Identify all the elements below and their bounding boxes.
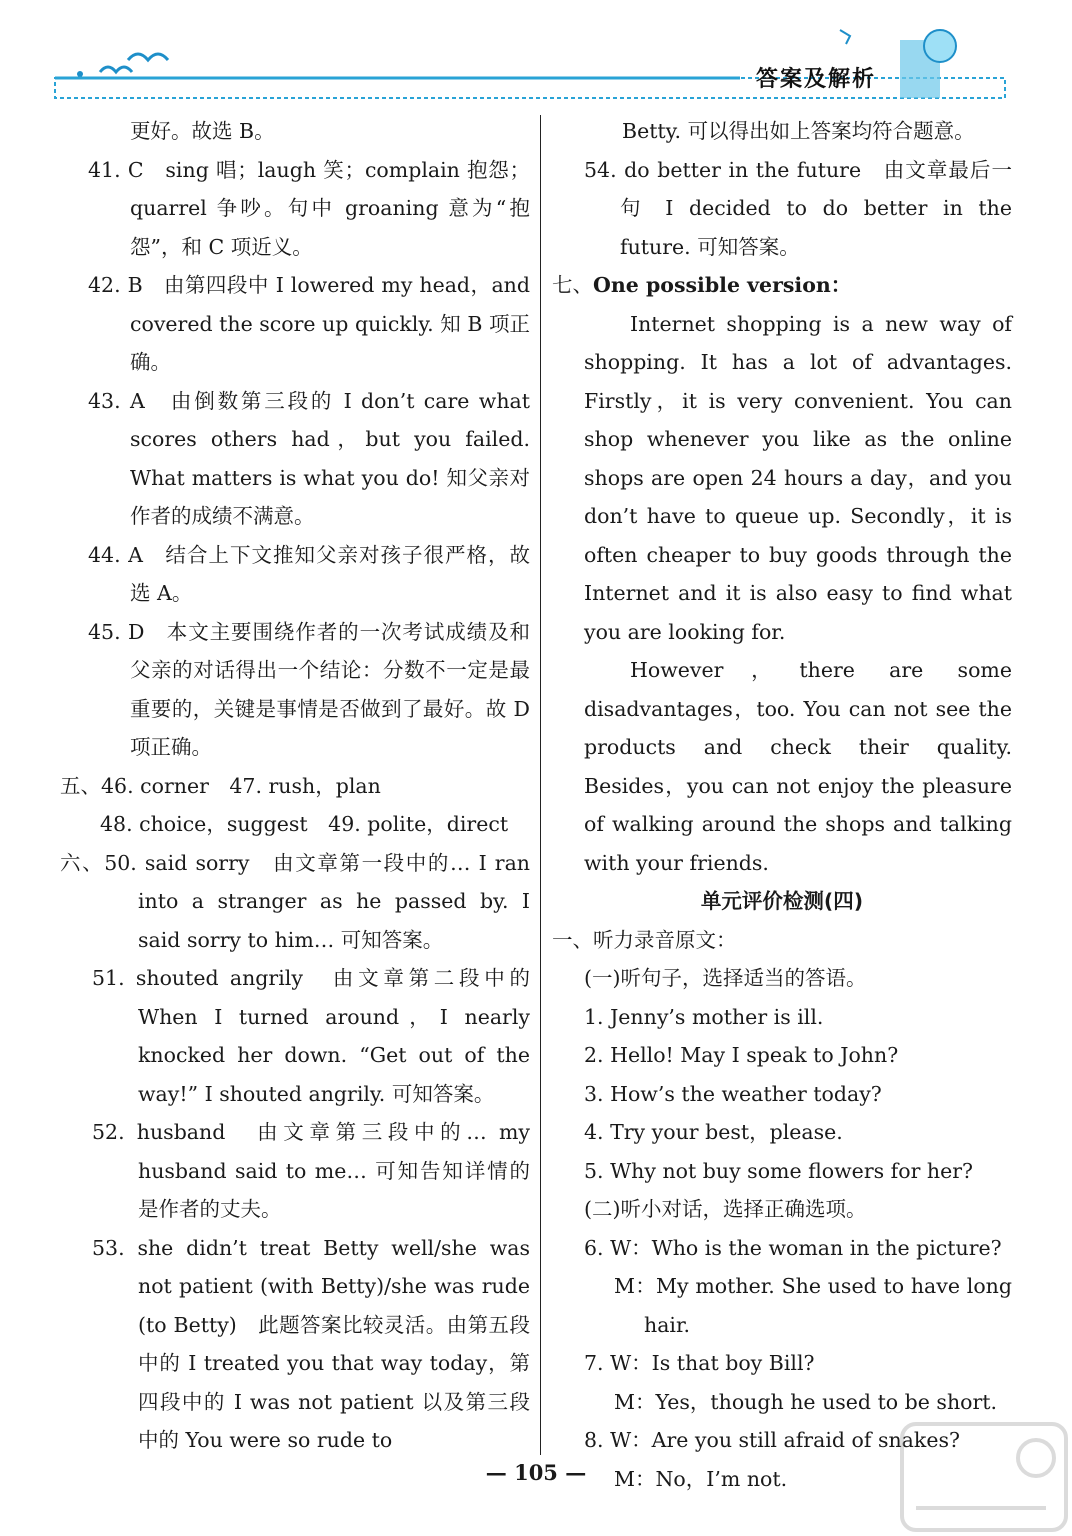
text-line: Betty. 可以得出如上答案均符合题意。 (622, 119, 975, 143)
answer-50: 六、50. said sorry 由文章第一段中的… I ran into a stranger as he passed by. I said sorry to him… 可知答案。 (60, 850, 530, 952)
header-decoration (0, 0, 1072, 110)
dialogue-8-woman: 8. W：Are you still afraid of snakes? (584, 1428, 960, 1452)
unit-title: 单元评价检测(四) (700, 889, 864, 913)
section-7-heading (552, 266, 1012, 305)
right-column (552, 112, 1012, 1498)
section-5-line-1: 五、46. corner 47. rush，plan (60, 773, 381, 798)
section-7-title: One possible version： (593, 273, 852, 297)
subsection-2: (二)听小对话，选择正确选项。 (584, 1197, 867, 1221)
item-1: 1. Jenny’s mother is ill. (584, 1004, 824, 1029)
page-number: — 105 — (485, 1460, 587, 1485)
item-3: 3. How’s the weather today? (584, 1081, 882, 1106)
subsection-1: (一)听句子，选择适当的答语。 (584, 966, 867, 990)
answer-45: 45. D 本文主要围绕作者的一次考试成绩及和父亲的对话得出一个结论：分数不一定是最重要的，关键是事情是否做到了最好。故 D 项正确。 (88, 619, 530, 759)
dialogue-6-man: M：My mother. She used to have long hair. (614, 1274, 1012, 1337)
dialogue-6-woman: 6. W：Who is the woman in the picture? (584, 1235, 1002, 1260)
answer-44: 44. A 结合上下文推知父亲对孩子很严格，故选 A。 (88, 542, 530, 605)
section-1-heading: 一、听力录音原文： (552, 927, 737, 952)
item-4: 4. Try your best，please. (584, 1120, 843, 1144)
answer-41: 41. C sing 唱；laugh 笑；complain 抱怨；quarrel 争吵。句中 groaning 意为“抱怨”，和 C 项近义。 (88, 157, 530, 259)
essay-paragraph-2: However，there are some disadvantages，too. You can not see the products and check their quality. Besides，you can not enjoy the pleasure of walking around the shops and talking with your friends. (584, 658, 1012, 875)
answer-43: 43. A 由倒数第三段的 I don’t care what scores others had，but you failed. What matters is what you do! 知父亲对作者的成绩不满意。 (88, 388, 530, 528)
header-title: 答案及解析 (756, 67, 877, 92)
essay-paragraph-1: Internet shopping is a new way of shopping. It has a lot of advantages. Firstly，it is very convenient. You can shop whenever you like as the online shops are open 24 hours a day，and you don’t have to queue up. Secondly，it is often cheaper to buy goods through the Internet and it is also easy to find what you are looking for. (584, 311, 1012, 644)
answer-51: 51. shouted angrily 由文章第二段中的 When I turned around，I nearly knocked her down. “Get out of the way!” I shouted angrily. 可知答案。 (92, 966, 530, 1106)
section-7-label: 七、 (552, 273, 593, 297)
answer-53: 53. she didn’t treat Betty well/she was not patient (with Betty)/she was rude (to Betty) 此题答案比较灵活。由第五段中的 I treated you that way today，第四段中的 I was not patient 以及第三段中的 You were so rude to (92, 1235, 530, 1452)
left-column (60, 112, 530, 1460)
answer-42: 42. B 由第四段中 I lowered my head，and covered the score up quickly. 知 B 项正确。 (88, 273, 530, 374)
item-5: 5. Why not buy some flowers for her? (584, 1158, 974, 1183)
answer-52: 52. husband 由文章第三段中的… my husband said to me… 可知告知详情的是作者的丈夫。 (92, 1120, 530, 1221)
bird-icon (100, 67, 132, 72)
bird-icon (128, 54, 168, 60)
watermark-logo (896, 1418, 1072, 1536)
item-2: 2. Hello! May I speak to John? (584, 1043, 899, 1067)
dialogue-7-man: M：Yes，though he used to be short. (614, 1389, 998, 1414)
dialogue-7-woman: 7. W：Is that boy Bill? (584, 1351, 815, 1375)
section-5-line-2: 48. choice，suggest 49. polite，direct (100, 812, 509, 836)
dialogue-8-man: M：No，I’m not. (614, 1466, 788, 1491)
globe-icon (924, 30, 956, 62)
answer-54: 54. do better in the future 由文章最后一句 I decided to do better in the future. 可知答案。 (584, 157, 1012, 259)
page-header (0, 0, 1072, 110)
column-divider (540, 115, 541, 1455)
text-line: 更好。故选 B。 (130, 119, 275, 143)
